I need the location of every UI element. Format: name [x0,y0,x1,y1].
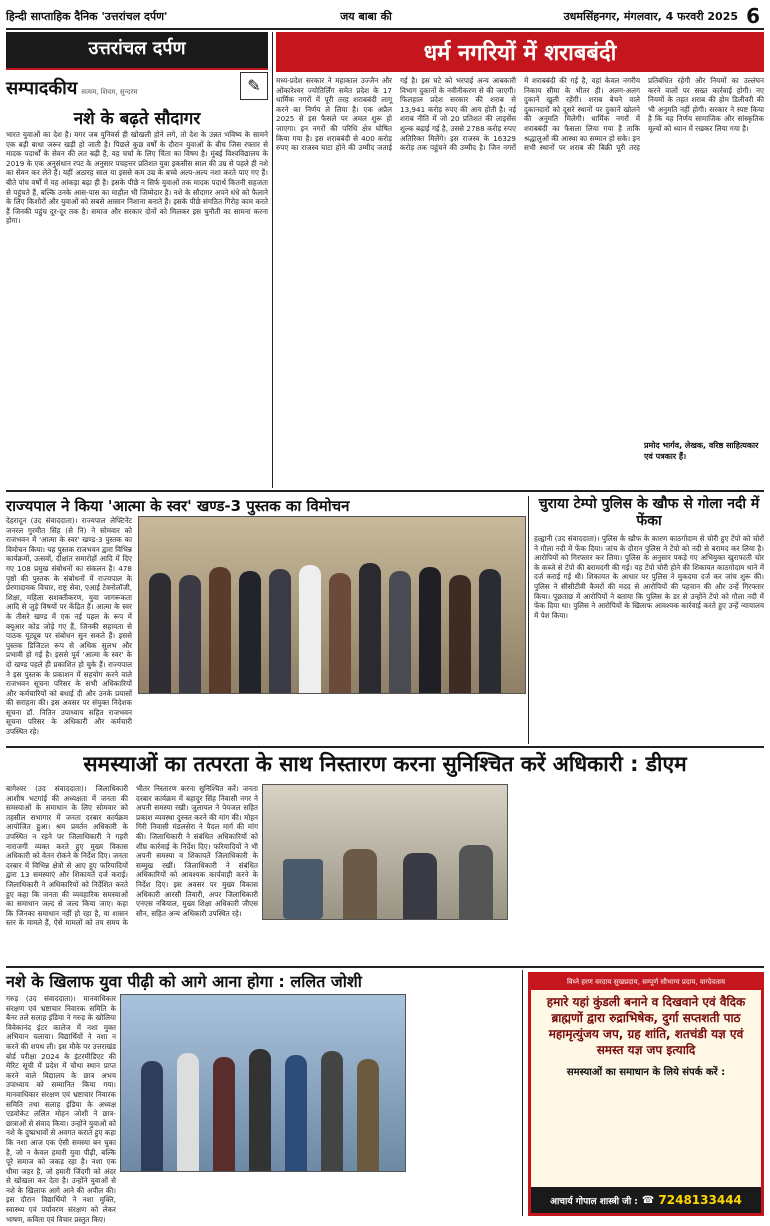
editorial-title: नशे के बढ़ते सौदागर [73,109,201,129]
ad-mid: समस्याओं का समाधान के लिये संपर्क करें : [566,1067,726,1078]
article1-banner [276,32,764,72]
ad-title: हमारे यहां कुंडली बनाने व दिखवाने एवं वैदिक ब्राह्मणों द्वारा रुद्राभिषेक, दुर्गा सप्तशती पाठ महामृत्युंजय जप, ग्रह शांति, शतचंडी यज्ञ एवं समस्त यज्ञ जप इत्यादि [546,995,746,1057]
article5-title: नशे के खिलाफ युवा पीढ़ी को आगे आना होगा : ललित जोशी [6,972,362,991]
article4-body: बागेश्वर (उद संवाददाता)। जिलाधिकारी आशीष भटगांई की अध्यक्षता में जनता की समस्याओं के समाधान के लिए सोमवार को तहसील सभागार में जनता दरबार कार्यक्रम आयोजित हुआ। श्रम प्रवर्तन अधिकारी के उपस्थित न रहने पर जिलाधिकारी ने गहरी नाराजगी व्यक्त करते हुए मुख्य विकास अधिकारी को वेतन रोकने के निर्देश दिए। जनता दरबार में विभिन्न क्षेत्रों से आए हुए फरियादियों द्वारा 13 समस्याएं और शिकायतें दर्ज कराई। जिलाधिकारी ने अधिकारियों को निर्देशित करते हुए कहा कि जनता की व्यवहारिक समस्याओं का समाधान जल्द से जल्द किया जाए। कहा कि जिनका समाधान नहीं हो रहा है, या शासन स्तर के मामले हैं, ऐसे मामलों को तय समय के भीतर निस्तारण करना सुनिश्चित करें। जनता दरबार कार्यक्रम में बहादुर सिंह निवासी नगर ने अपनी समस्या रखी। जुलायल ने पेयजल सहित प्रकाश व्यवस्था दुरुस्त करने की मांग की। मोहन गिरी निवासी मंडलसेरा ने पैदल मार्ग की मांग की। जिलाधिकारी ने संबंधित अधिकारियों को शीघ्र कार्रवाई के निर्देश दिए। फरियादियों ने भी अपनी समस्या व शिकायतें जिलाधिकारी के सम्मुख रखीं। जिलाधिकारी ने संबंधित अधिकारियों को आवश्यक कार्यवाही करने के निर्देश दिए। इस अवसर पर मुख्य विकास अधिकारी आरसी तिवारी, अपर जिलाधिकारी एनएस नबियाल, मुख्य शिक्षा अधिकारी जीएस सौन, सहित अन्य अधिकारी उपस्थित रहे। [6,784,258,928]
ad-contact-bar [531,1187,761,1213]
pen-icon: ✎ [240,72,268,100]
editorial-masthead [6,32,268,70]
astrology-advertisement [528,972,764,1216]
article5-body-cont [408,994,518,1214]
editorial-label: सम्पादकीय [6,78,78,99]
article4-body-cont [510,784,764,964]
ad-phone[interactable]: 7248133444 [658,1193,742,1207]
article5-body: गरुड़ (उद संवाददाता)। मानवाधिकार संरक्षण एवं भ्रष्टाचार निवारक समिति के बैनर तले सलाह इंडिया ने गरुड़ के खोलिया विवेकानंद इंटर कालेज में नशा मुक्त अभियान चलाया। विद्यार्थियों ने नशा न करने की शपथ ली। इस मौके पर उत्तराखंड बोर्ड परीक्षा 2024 के इंटरमीडिएट की मेरिट सूची में प्रदेश में चौथा स्थान प्राप्त करने वाले विद्यालय के छात्र अभय उपाध्याय को सम्मानित किया गया। मानवाधिकार संरक्षण एवं भ्रष्टाचार निवारक समिति तथा सलाह इंडिया के अध्यक्ष एडवोकेट ललित मोहन जोशी ने छात्र-छात्राओं से संवाद किया। उन्होंने युवाओं को नशे के दुष्प्रभावों से अवगत कराते हुए कहा कि नशा आज एक ऐसी समस्या बन चुका है, जो न केवल हमारी युवा पीढ़ी, बल्कि पूरे समाज को जकड़ रहा है। नशा एक धीमा जहर है, जो हमारी जिंदगी को अंदर से खोखला कर देता है। उन्होंने युवाओं से नशे के खिलाफ आगे आने की अपील की। इस दौरान विद्यार्थियों ने नशा मुक्ति, स्वास्थ्य एवं पर्यावरण संरक्षण को लेकर भाषण, कविता एवं विचार प्रस्तुत किए। [6,994,116,1224]
article3-body: हल्द्वानी (उद संवाददाता)। पुलिस के खौफ के कारण काठगोदाम से चोरी हुए टेंपो को चोरों ने गौला नदी में फेंक दिया। जांच के दौरान पुलिस ने टेंपो को नदी से बरामद कर लिया है। आरोपियों को गिरफ्तार कर लिया। पुलिस के अनुसार पकड़े गए अभियुक्त खुराफाती चोर के कब्जे से टेंपो की बरामदगी की गई। यह टेंपो चोरी होने की शिकायत काठगोदाम थाने में दर्ज कराई गई थी। शिकायत के आधार पर पुलिस ने मुकदमा दर्ज कर जांच शुरू की। पुलिस ने सीसीटीवी कैमरों की मदद से आरोपियों की पहचान की और उन्हें गिरफ्तार किया। पूछताछ में आरोपियों ने बताया कि पुलिस के डर से उन्होंने टेंपो को गौला नदी में फेंक दिया था। पुलिस ने आरोपियों के खिलाफ आवश्यक कार्रवाई करते हुए उन्हें न्यायालय में पेश किया। [534,534,764,620]
article2-title: राज्यपाल ने किया 'आत्मा के स्वर' खण्ड-3 पुस्तक का विमोचन [6,497,350,515]
article1-byline: प्रमोद भार्गव, लेखक, वरिष्ठ साहित्यकार एवं पत्रकार हैं। [644,441,759,461]
editorial-label-row [6,70,268,100]
header-center: जय बाबा की [340,9,392,23]
editorial-motto: सत्यम, शिवम, सुन्दरम [81,88,138,96]
ad-top: विघ्ने हरण वरदाय सुखप्रदाय, सम्पूर्ण सौभाग्य प्रदाय, वाग्देवताय [531,975,761,990]
newspaper-name: हिन्दी साप्ताहिक दैनिक 'उत्तरांचल दर्पण' [6,9,168,23]
page-header [6,4,764,30]
nasha-mukti-photo [120,994,406,1172]
page-number: 6 [746,4,760,28]
book-launch-photo [138,516,526,694]
masthead-title: उत्तरांचल दर्पण [88,38,186,59]
janta-darbar-photo [262,784,508,920]
article4-title: समस्याओं का तत्परता के साथ निस्तारण करना सुनिश्चित करें अधिकारी : डीएम [83,752,687,776]
article3-title: चुराया टेम्पो पुलिस के खौफ से गोला नदी में फेंका [538,496,760,529]
article1-title: धर्म नगरियों में शराबबंदी [423,41,617,66]
editorial-body: भारत युवाओं का देश है। मगर जब युनिवर्स ही खोखली होने लगे, तो देश के उन्नत भविष्य के सामने एक बड़ी बाधा जरूर खड़ी हो जाती है। पिछले कुछ वर्षों के दौरान युवाओं के बीच जिस रफ्तार से मादक पदार्थों के सेवन की लत बढ़ी है, वह चर्चा के लिए चिंता का विषय है। मुंबई विश्वविद्यालय के 2019 के एक अनुसंधान रपट के अनुसार पचहत्तर प्रतिशत युवा इकसीस साल की उम्र से पहले ही नशे का सेवन कर लेते हैं। यहीं अठारह साल या इससे कम उम्र के बच्चे अल्प-अल्प नशा करते पाए गए हैं। बीते पांच वर्षों में यह आंकड़ा बढ़ा ही है। इसके पीछे न सिर्फ युवाओं तक मादक पदार्थ कितनी सहजता से पहुंचते हैं, बल्कि उनके आस-पास का माहौल भी जिम्मेदार है। नशे के सौदागर अपने धंधे को फैलाने के लिए किशोरों और युवाओं को सबसे आसान निशाना बनाते हैं। इसके पीछे संगठित गिरोह काम करते हैं जिनकी पहुंच दूर-दूर तक है। समाज और सरकार दोनों को मिलकर इस चुनौती का सामना करना होगा। [6,130,268,226]
header-date: उधमसिंहनगर, मंगलवार, 4 फरवरी 2025 [563,9,738,23]
article1-body: मध्य-प्रदेश सरकार ने महाकाल उज्जैन और ओंकारेश्वर ज्योतिर्लिंग समेत प्रदेश के 17 धार्मिक नगरों में पूरी तरह शराबबंदी लागू करने का निर्णय ले लिया है। एक अप्रैल 2025 से इस फैसले पर अमल शुरू हो जाएगा। इन नगरों की परिधि क्षेत्र घोषित किया गया है। इस शराबबंदी से 400 करोड़ रुपए का राजस्व घाटा होने की उम्मीद जताई गई है। इस घटे को भरपाई अन्य आबकारी विभाग दुकानों के नवीनीकरण से की जाएगी। फिलहाल प्रदेश सरकार की शराब से 13,941 करोड़ रुपए की आय होती है। नई शराब नीति में जो 20 प्रतिशत की लाइसेंस शुल्क बढ़ाई गई है, उससे 2788 करोड़ रुपए अतिरिक्त मिलेंगे। इस राजस्व के 16329 करोड़ तक पहुंचने की उम्मीद है। जिन नगरों में शराबबंदी की गई है, वहां केवल नगरीय निकाय सीमा के भीतर ही। अलग-अलग दुकानें खुली रहेंगी। शराब बेचने वाले दुकानदारों को दूसरे स्थानों पर दुकानें खोलने की अनुमति मिलेगी। धार्मिक नगरों में शराबबंदी का फैसला लिया गया है ताकि श्रद्धालुओं की आस्था का सम्मान हो सके। इन सभी स्थानों पर शराब की बिक्री पूरी तरह प्रतिबंधित रहेगी और नियमों का उल्लंघन करने वालों पर सख्त कार्रवाई होगी। नए नियमों के तहत शराब की होम डिलीवरी की भी अनुमति नहीं होगी। सरकार ने स्पष्ट किया है कि यह निर्णय सामाजिक और सांस्कृतिक मूल्यों को ध्यान में रखकर लिया गया है। [276,76,764,153]
article2-body-cont [138,696,524,744]
phone-icon: ☎ [641,1194,655,1206]
ad-name: आचार्य गोपाल शास्त्री जी : [550,1196,638,1207]
article2-body: देहरादून (उद संवाददाता)। राज्यपाल लेफ्टिनेंट जनरल गुरमीत सिंह (से नि) ने सोमवार को राजभवन में 'आत्मा के स्वर' खण्ड-3 पुस्तक का विमोचन किया। यह पुस्तक राजभवन द्वारा विभिन्न कार्यक्रमों, उत्सवों, दीक्षांत समारोहों आदि में दिए गए 108 प्रमुख संबोधनों का संकलन है। 478 पृष्ठों की पुस्तक के संबोधनों में राज्यपाल के प्रेरणादायक विचार, राष्ट्र सेवा, एआई टेक्नोलॉजी, शिक्षा, महिला सशक्तीकरण, युवा जागरूकता आदि से जुड़े विषयों पर केंद्रित हैं। आत्मा के स्वर के तीसरे खण्ड में एक नई पहल के रूप में क्यूआर कोड जोड़े गए हैं, जिनकी सहायता से पाठक यूट्यूब पर संबोधन सुन सकते हैं। इससे पुस्तक डिजिटल रूप से अधिक सुलभ और प्रभावी हो गई है। इससे पूर्व 'आत्मा के स्वर' के दो खण्ड पहले ही प्रकाशित हो चुके हैं। राज्यपाल ने इस पुस्तक के प्रकाशन में सहयोग करने वाले राजभवन सूचना परिसर के सभी अधिकारियों और कर्मचारियों को बधाई दी और उनके प्रयासों की सराहना की। इस अवसर पर संयुक्त निदेशक सूचना डॉ. नितिन उपाध्याय सहित राजभवन सूचना परिसर के अधिकारी और कर्मचारी उपस्थित रहे। [6,516,132,737]
